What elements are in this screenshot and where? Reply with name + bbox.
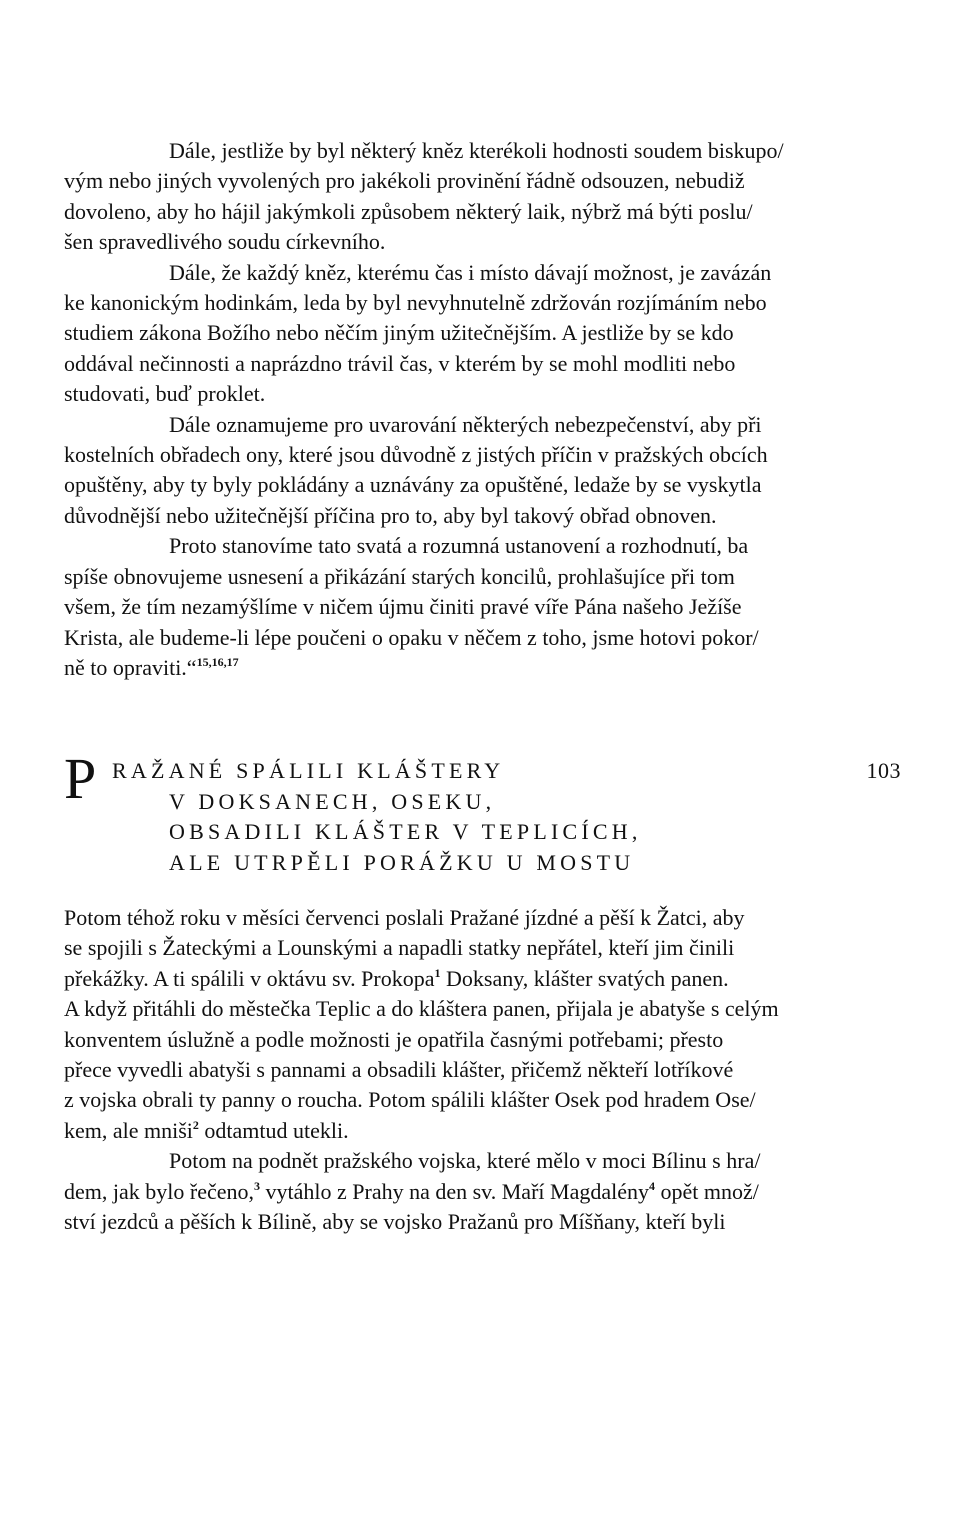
text-run: studiem zákona Božího nebo něčím jiným užitečnějším. A jestliže by se kdo	[64, 320, 734, 346]
text-line	[64, 562, 902, 592]
text-line: A když přitáhli do městečka Teplic a do kláštera panen, přijala je abatyše s celým	[64, 996, 779, 1022]
text-line	[64, 623, 902, 653]
text-line	[64, 410, 902, 440]
text-run: vytáhlo z Prahy na den sv. Maří Magdalény	[260, 1178, 649, 1204]
footnote-ref: 1	[434, 965, 441, 980]
text-run: Dále, jestliže by byl některý kněz kterékoli hodnosti soudem biskupo/	[169, 138, 784, 163]
text-run: vým nebo jiných vyvolených pro jakékoli provinění řádně odsouzen, nebudiž	[64, 168, 745, 194]
text-line	[64, 531, 902, 561]
footnote-ref: 3	[254, 1178, 260, 1193]
chapter-title	[112, 756, 642, 878]
text-section-bottom	[64, 903, 902, 1237]
text-run: spíše obnovujeme usnesení a přikázání starých koncilů, prohlašujíce při tom	[64, 563, 735, 589]
text-line	[64, 197, 902, 227]
text-line	[64, 592, 902, 622]
text-line	[64, 166, 902, 196]
text-line	[64, 470, 902, 500]
text-line	[64, 440, 902, 470]
text-line: z vojska obrali ty panny o roucha. Potom spálili klášter Osek pod hradem Ose/	[64, 1087, 756, 1113]
text-run: ně to opraviti.“	[64, 654, 197, 680]
text-line	[64, 1146, 902, 1176]
text-line: Potom téhož roku v měsíci červenci poslali Pražané jízdné a pěší k Žatci, aby	[64, 905, 745, 930]
paragraph	[64, 1146, 902, 1237]
chapter-title-line: OBSADILI KLÁŠTER V TEPLICÍCH,	[169, 819, 642, 844]
text-run: Doksany, klášter svatých panen.	[440, 965, 729, 991]
text-run: Potom na podnět pražského vojska, které mělo v moci Bílinu s hra/	[169, 1148, 761, 1174]
chapter-number: 103	[866, 758, 901, 783]
text-line: konventem úslužně a podle možnosti je opatřila časnými potřebami; přesto	[64, 1026, 724, 1052]
text-run: překážky. A ti spálili v oktávu sv. Prokopa	[64, 965, 435, 991]
text-line	[64, 1116, 902, 1146]
text-run: kem, ale mniši	[64, 1117, 193, 1143]
chapter-heading	[64, 746, 904, 886]
text-line	[64, 1177, 902, 1207]
text-run: dem, jak bylo řečeno,	[64, 1178, 254, 1204]
text-line	[64, 258, 902, 288]
chapter-title-line: RAŽANÉ SPÁLILI KLÁŠTERY	[112, 758, 505, 783]
paragraph	[64, 136, 902, 258]
text-run: dovoleno, aby ho hájil jakýmkoli způsobem některý laik, nýbrž má býti poslu/	[64, 198, 753, 224]
text-line	[64, 318, 902, 348]
text-section-top	[64, 136, 902, 683]
text-run: důvodnější nebo užitečnější příčina pro to, aby byl takový obřad obnoven.	[64, 502, 717, 528]
text-run: ke kanonickým hodinkám, leda by byl nevyhnutelně zdržován rozjímáním nebo	[64, 290, 767, 316]
text-run: Krista, ale budeme-li lépe poučeni o opaku v něčem z toho, jsme hotovi pokor/	[64, 624, 759, 650]
text-line	[64, 379, 902, 409]
chapter-title-line: ALE UTRPĚLI PORÁŽKU U MOSTU	[169, 849, 635, 875]
text-run: Dále oznamujeme pro uvarování některých nebezpečenství, aby při	[169, 411, 762, 437]
paragraph	[64, 531, 902, 683]
text-line: ství jezdců a pěších k Bílině, aby se vojsko Pražanů pro Míšňany, kteří byli	[64, 1209, 726, 1235]
text-run: studovati, buď proklet.	[64, 381, 266, 407]
drop-cap: P	[64, 746, 97, 811]
text-line	[64, 964, 902, 994]
text-line	[64, 227, 902, 257]
text-run: všem, že tím nezamýšlíme v ničem újmu činiti pravé víře Pána našeho Ježíše	[64, 594, 742, 620]
footnote-ref: 15,16,17	[196, 654, 239, 669]
text-run: Dále, že každý kněz, kterému čas i místo dávají možnost, je zavázán	[169, 259, 772, 285]
text-run: oddával nečinnosti a naprázdno trávil čas, v kterém by se mohl modliti nebo	[64, 350, 736, 376]
text-run: Proto stanovíme tato svatá a rozumná ustanovení a rozhodnutí, ba	[169, 533, 749, 559]
text-line: přece vyvedli abatyši s pannami a obsadili klášter, přičemž někteří lotříkové	[64, 1057, 734, 1083]
text-line	[64, 136, 902, 166]
chapter-title-line: V DOKSANECH, OSEKU,	[169, 788, 496, 814]
paragraph	[64, 410, 902, 532]
text-line: se spojili s Žateckými a Lounskými a napadli statky nepřátel, kteří jim činili	[64, 935, 735, 961]
text-run: kostelních obřadech ony, které jsou důvodně z jistých příčin v pražských obcích	[64, 442, 768, 468]
paragraph	[64, 258, 902, 410]
text-line	[64, 501, 902, 531]
text-line	[64, 653, 902, 683]
footnote-ref: 2	[192, 1117, 199, 1132]
paragraph	[64, 903, 902, 1146]
text-run: šen spravedlivého soudu církevního.	[64, 229, 386, 255]
footnote-ref: 4	[648, 1178, 655, 1193]
text-line	[64, 349, 902, 379]
text-run: odtamtud utekli.	[198, 1117, 349, 1143]
text-run: opět množ/	[654, 1178, 759, 1204]
text-line	[64, 288, 902, 318]
text-run: opuštěny, aby ty byly pokládány a uznávány za opuštěné, ledaže by se vyskytla	[64, 472, 762, 498]
